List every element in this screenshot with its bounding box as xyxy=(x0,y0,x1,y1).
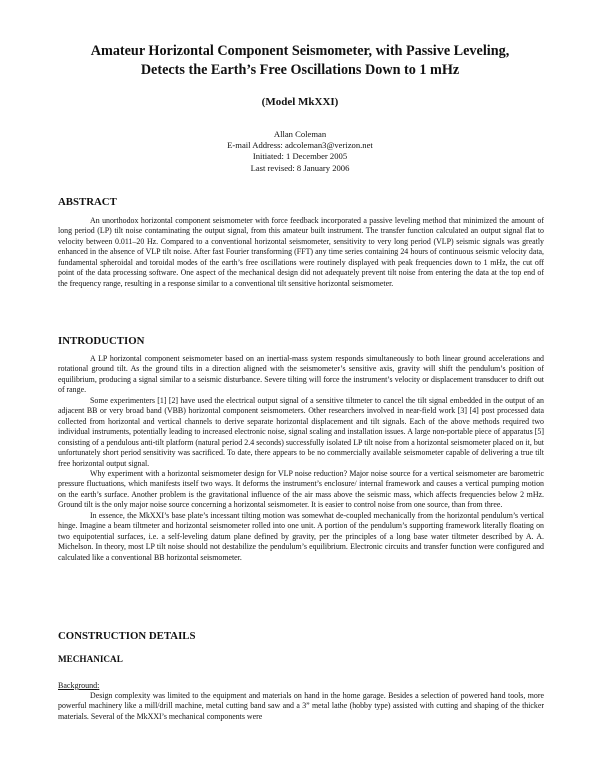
introduction-body xyxy=(58,354,544,563)
abstract-body xyxy=(58,216,544,289)
abstract-text: An unorthodox horizontal component seismometer with force feedback incorporated a passive leveling method that minimized the amount of long period (LP) tilt noise contaminating the output signal, from this amateur built instrument. The transfer function calculated an output signal flat to velocity between 0.011–20 Hz. Compared to a conventional horizontal seismometer, sensitivity to very long period (VLP) seismic signals was greatly enhanced in the absence of VLP tilt noise. After fast Fourier transforming (FFT) any time series containing 24 hours of continuous seismic velocity data, fundamental spheroidal and toroidal modes of the earth’s free oscillations were routinely displayed with peak frequencies down to 1 mHz, the cut off point of the data processing software. One aspect of the mechanical design did not adequately prevent tilt noise from entering the data at the top end of the frequency range, resulting in a response similar to a conventional tilt sensitive horizontal seismometer. xyxy=(58,216,544,288)
revised-date: Last revised: 8 January 2006 xyxy=(250,162,350,173)
abstract-heading: ABSTRACT xyxy=(58,196,117,208)
introduction-paragraph: Why experiment with a horizontal seismometer design for VLP noise reduction? Major noise source for a vertical seismometer are barometric pressure fluctuations, which manifests itself two ways. It deforms the instrument’s enclosure/ internal framework and causes a vertical pumping motion on the earth’s surface. Another problem is the gravitational influence of the air mass above the seismic mass, which affects frequencies below 2 mHz. Ground tilt is the only major noise source concerning a horizontal seismometer. It is easier to control noise from one source, than from three. xyxy=(58,468,544,510)
background-label: Background: xyxy=(58,681,100,690)
introduction-heading: INTRODUCTION xyxy=(58,335,145,347)
introduction-paragraph: In essence, the MkXXI’s base plate’s incessant tilting motion was somewhat de-coupled mechanically from the horizontal pendulum’s vertical hinge. Imagine a beam tiltmeter and horizontal seismometer rolled into one unit. A portion of the pendulum’s supporting framework literally floating on two equipotential surfaces, i.e. a self-leveling datum plane defined by gravity, per the principles of a long base water tiltmeter described by A. A. Michelson. In theory, most LP tilt noise should not destabilize the pendulum’s equilibrium. Electronic circuits and transfer function were configured and calculated like a conventional BB horizontal seismometer. xyxy=(58,510,544,562)
mechanical-subheading: MECHANICAL xyxy=(58,654,123,664)
title-line-2: Detects the Earth’s Free Oscillations Down to 1 mHz xyxy=(140,62,460,78)
construction-heading: CONSTRUCTION DETAILS xyxy=(58,630,196,642)
introduction-paragraph: Some experimenters [1] [2] have used the electrical output signal of a sensitive tiltmeter to cancel the tilt signal embedded in the output of an adjacent BB or very broad band (VBB) horizontal component seismometers. Other researchers involved in near-field work [3] [4] post processed data collected from horizontal and vertical channels to derive separate horizontal displacement and tilt signals. Each of the above methods required two individual instruments, potentially leading to increased electronic noise, signal scaling and installation issues. A large non-portable piece of apparatus [5] consisting of a pendulous anti-tilt platform (natural period 2.4 seconds) successfully isolated LP tilt noise from a horizontal seismometer placed on it, but unfortunately short period sensitivity was sacrificed. To date, there appears to be no commercially available seismometer capable of delivering a true tilt free horizontal output signal. xyxy=(58,395,544,468)
author-block xyxy=(0,129,600,174)
background-label-text: Background xyxy=(58,681,98,690)
title-line-1: Amateur Horizontal Component Seismometer, with Passive Leveling, xyxy=(90,43,510,59)
construction-text: Design complexity was limited to the equipment and materials on hand in the home garage. Besides a selection of powered hand tools, more powerful machinery like a mill/drill machine, metal cutting band saw and a 3” metal lathe (hobby type) assisted with cutting and shaping of the thicker materials. Several of the MkXXI’s mechanical components were xyxy=(58,691,544,721)
paper-title xyxy=(60,42,540,80)
construction-body xyxy=(58,691,544,722)
model-label: (Model MkXXI) xyxy=(261,96,339,108)
initiated-date: Initiated: 1 December 2005 xyxy=(252,151,348,162)
author-email: E-mail Address: adcoleman3@verizon.net xyxy=(227,140,373,151)
introduction-paragraph: A LP horizontal component seismometer based on an inertial-mass system responds simultaneously to both linear ground accelerations and rotational ground tilt. As the ground tilts in a direction aligned with the seismometer’s sensitive axis, gravity will shift the pendulum’s position of equilibrium, producing a signal similar to a seismic disturbance. Severe tilting will force the instrument’s velocity or displacement transducer to drift out of range. xyxy=(58,354,544,395)
author-name: Allan Coleman xyxy=(273,129,327,139)
